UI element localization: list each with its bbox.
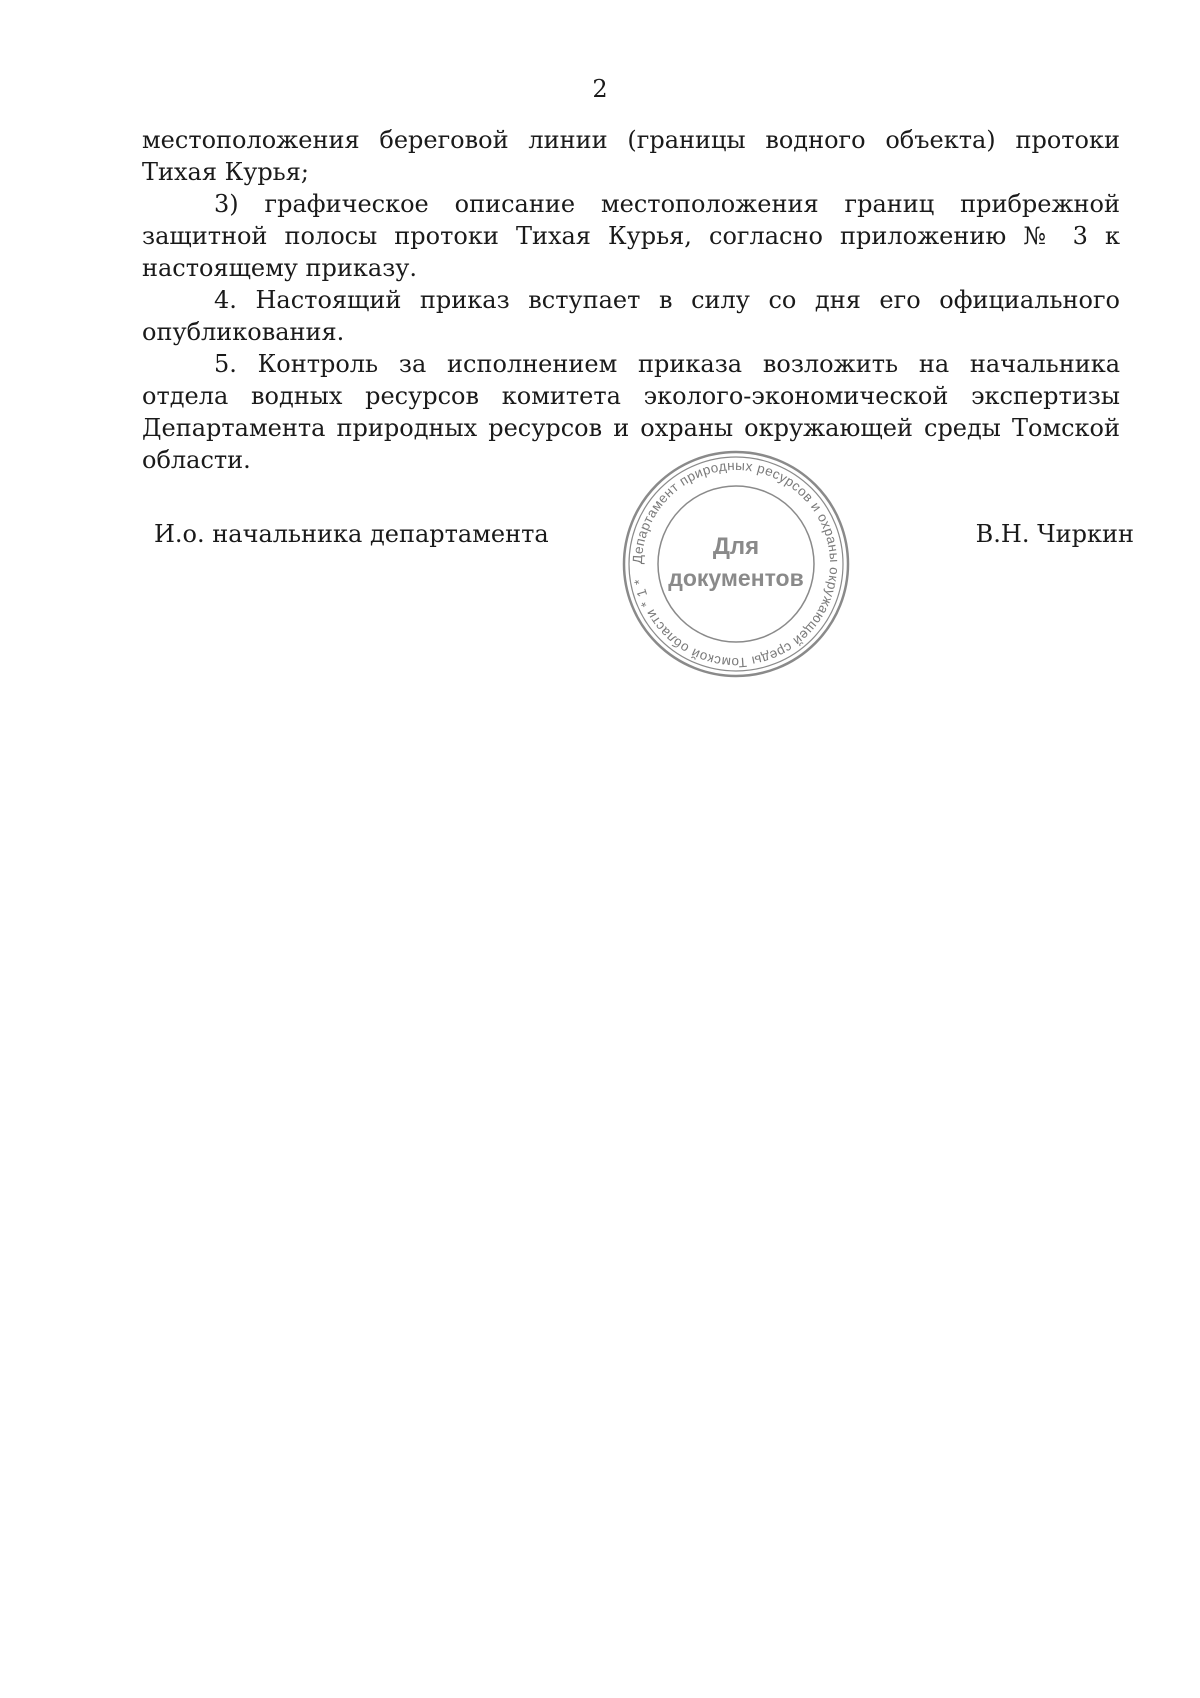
page-number: 2 [592,75,608,103]
paragraph-continuation: местоположения береговой линии (границы водного объекта) протоки Тихая Курья; [142,126,1120,186]
stamp-center-line2: документов [668,565,804,591]
stamp-inner-ring [658,486,814,642]
stamp-seal-icon [620,448,852,680]
signer-name: В.Н. Чиркин [975,520,1134,548]
paragraph-item-5: 5. Контроль за исполнением приказа возложить на начальника отдела водных ресурсов комитета эколого-экономической экспертизы Департамента природных ресурсов и охраны окружающей среды Томской области. [142,350,1120,474]
stamp-center-line1: Для [712,533,760,560]
stamp-ring-text: Департамент природных ресурсов и охраны окружающей среды Томской области * 1 * [629,457,843,671]
document-body [142,124,1120,476]
official-stamp [620,448,852,680]
paragraph-item-3: 3) графическое описание местоположения границ прибрежной защитной полосы протоки Тихая Курья, согласно приложению № 3 к настоящему приказу. [142,190,1120,282]
signer-title: И.о. начальника департамента [154,520,549,548]
paragraph-item-4: 4. Настоящий приказ вступает в силу со дня его официального опубликования. [142,286,1120,346]
